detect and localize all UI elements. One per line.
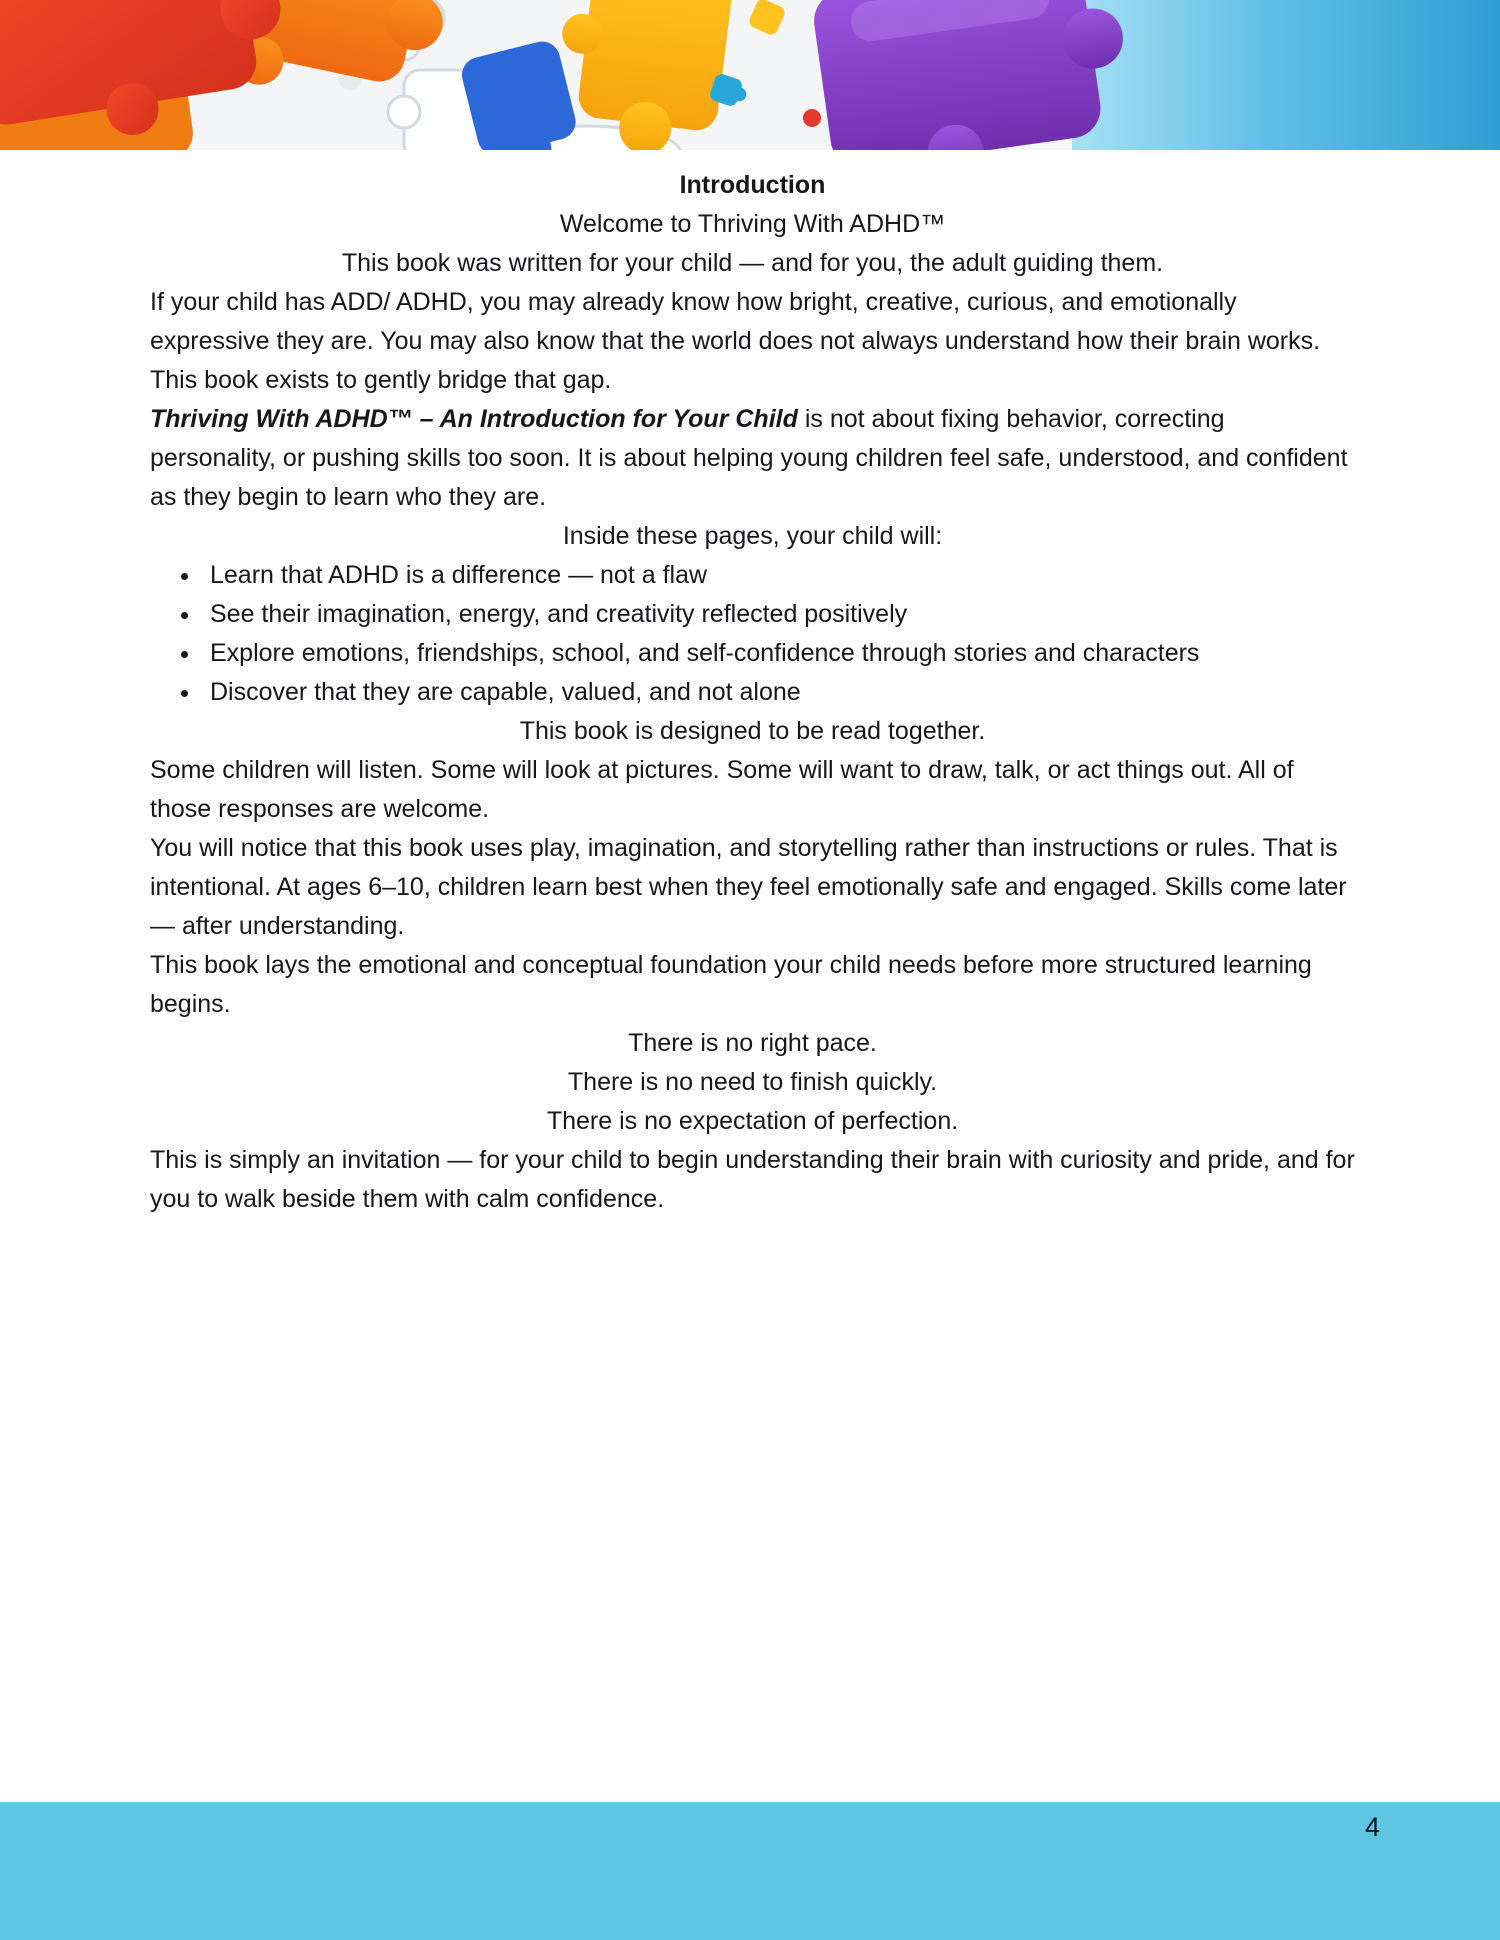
- section-title: Introduction: [679, 171, 826, 199]
- list-item: • See their imagination, energy, and creativity reflected positively: [202, 595, 1355, 634]
- pace-line-3: There is no expectation of perfection.: [546, 1107, 959, 1135]
- puzzle-banner-image: [0, 0, 1500, 150]
- inside-pages-heading: Inside these pages, your child will:: [562, 522, 943, 550]
- intro-heading-block: [150, 166, 1355, 283]
- paragraph-foundation: This book lays the emotional and conceptual foundation your child needs before more structured learning begins.: [150, 951, 1312, 1018]
- inside-pages-list: [150, 556, 1355, 712]
- pace-line-1: There is no right pace.: [628, 1029, 877, 1057]
- list-item: • Learn that ADHD is a difference — not a flaw: [202, 556, 1355, 595]
- welcome-line: Welcome to Thriving With ADHD™: [559, 210, 946, 238]
- paragraph-play-learning: You will notice that this book uses play, imagination, and storytelling rather than instructions or rules. That is intentional. At ages 6–10, children learn best when they feel emotionally safe and engaged. Skills come later — after understanding.: [150, 834, 1347, 940]
- book-purpose-text: is not about fixing behavior, correcting personality, or pushing skills too soon. It is about helping young children feel safe, understood, and confident as they begin to learn who they are.: [150, 405, 1348, 511]
- paragraph-responses: Some children will listen. Some will look at pictures. Some will want to draw, talk, or act things out. All of those responses are welcome.: [150, 756, 1294, 823]
- page-content: [150, 166, 1355, 1219]
- paragraph-book-purpose: [150, 400, 1355, 517]
- paragraph-closing: This is simply an invitation — for your child to begin understanding their brain with curiosity and pride, and for you to walk beside them with calm confidence.: [150, 1146, 1355, 1213]
- pace-line-2: There is no need to finish quickly.: [567, 1068, 938, 1096]
- list-item: • Discover that they are capable, valued, and not alone: [202, 673, 1355, 712]
- list-item: • Explore emotions, friendships, school, and self-confidence through stories and characters: [202, 634, 1355, 673]
- dedication-line: This book was written for your child — and for you, the adult guiding them.: [341, 249, 1164, 277]
- read-together-line: This book is designed to be read together.: [519, 717, 986, 745]
- footer-bar: [0, 1802, 1500, 1940]
- paragraph-intro: If your child has ADD/ ADHD, you may already know how bright, creative, curious, and emotionally expressive they are. You may also know that the world does not always understand how their brain works. This book exists to gently bridge that gap.: [150, 288, 1321, 394]
- page-number: 4: [1364, 1812, 1380, 1842]
- book-title-emphasis: Thriving With ADHD™ – An Introduction for Your Child: [150, 405, 798, 433]
